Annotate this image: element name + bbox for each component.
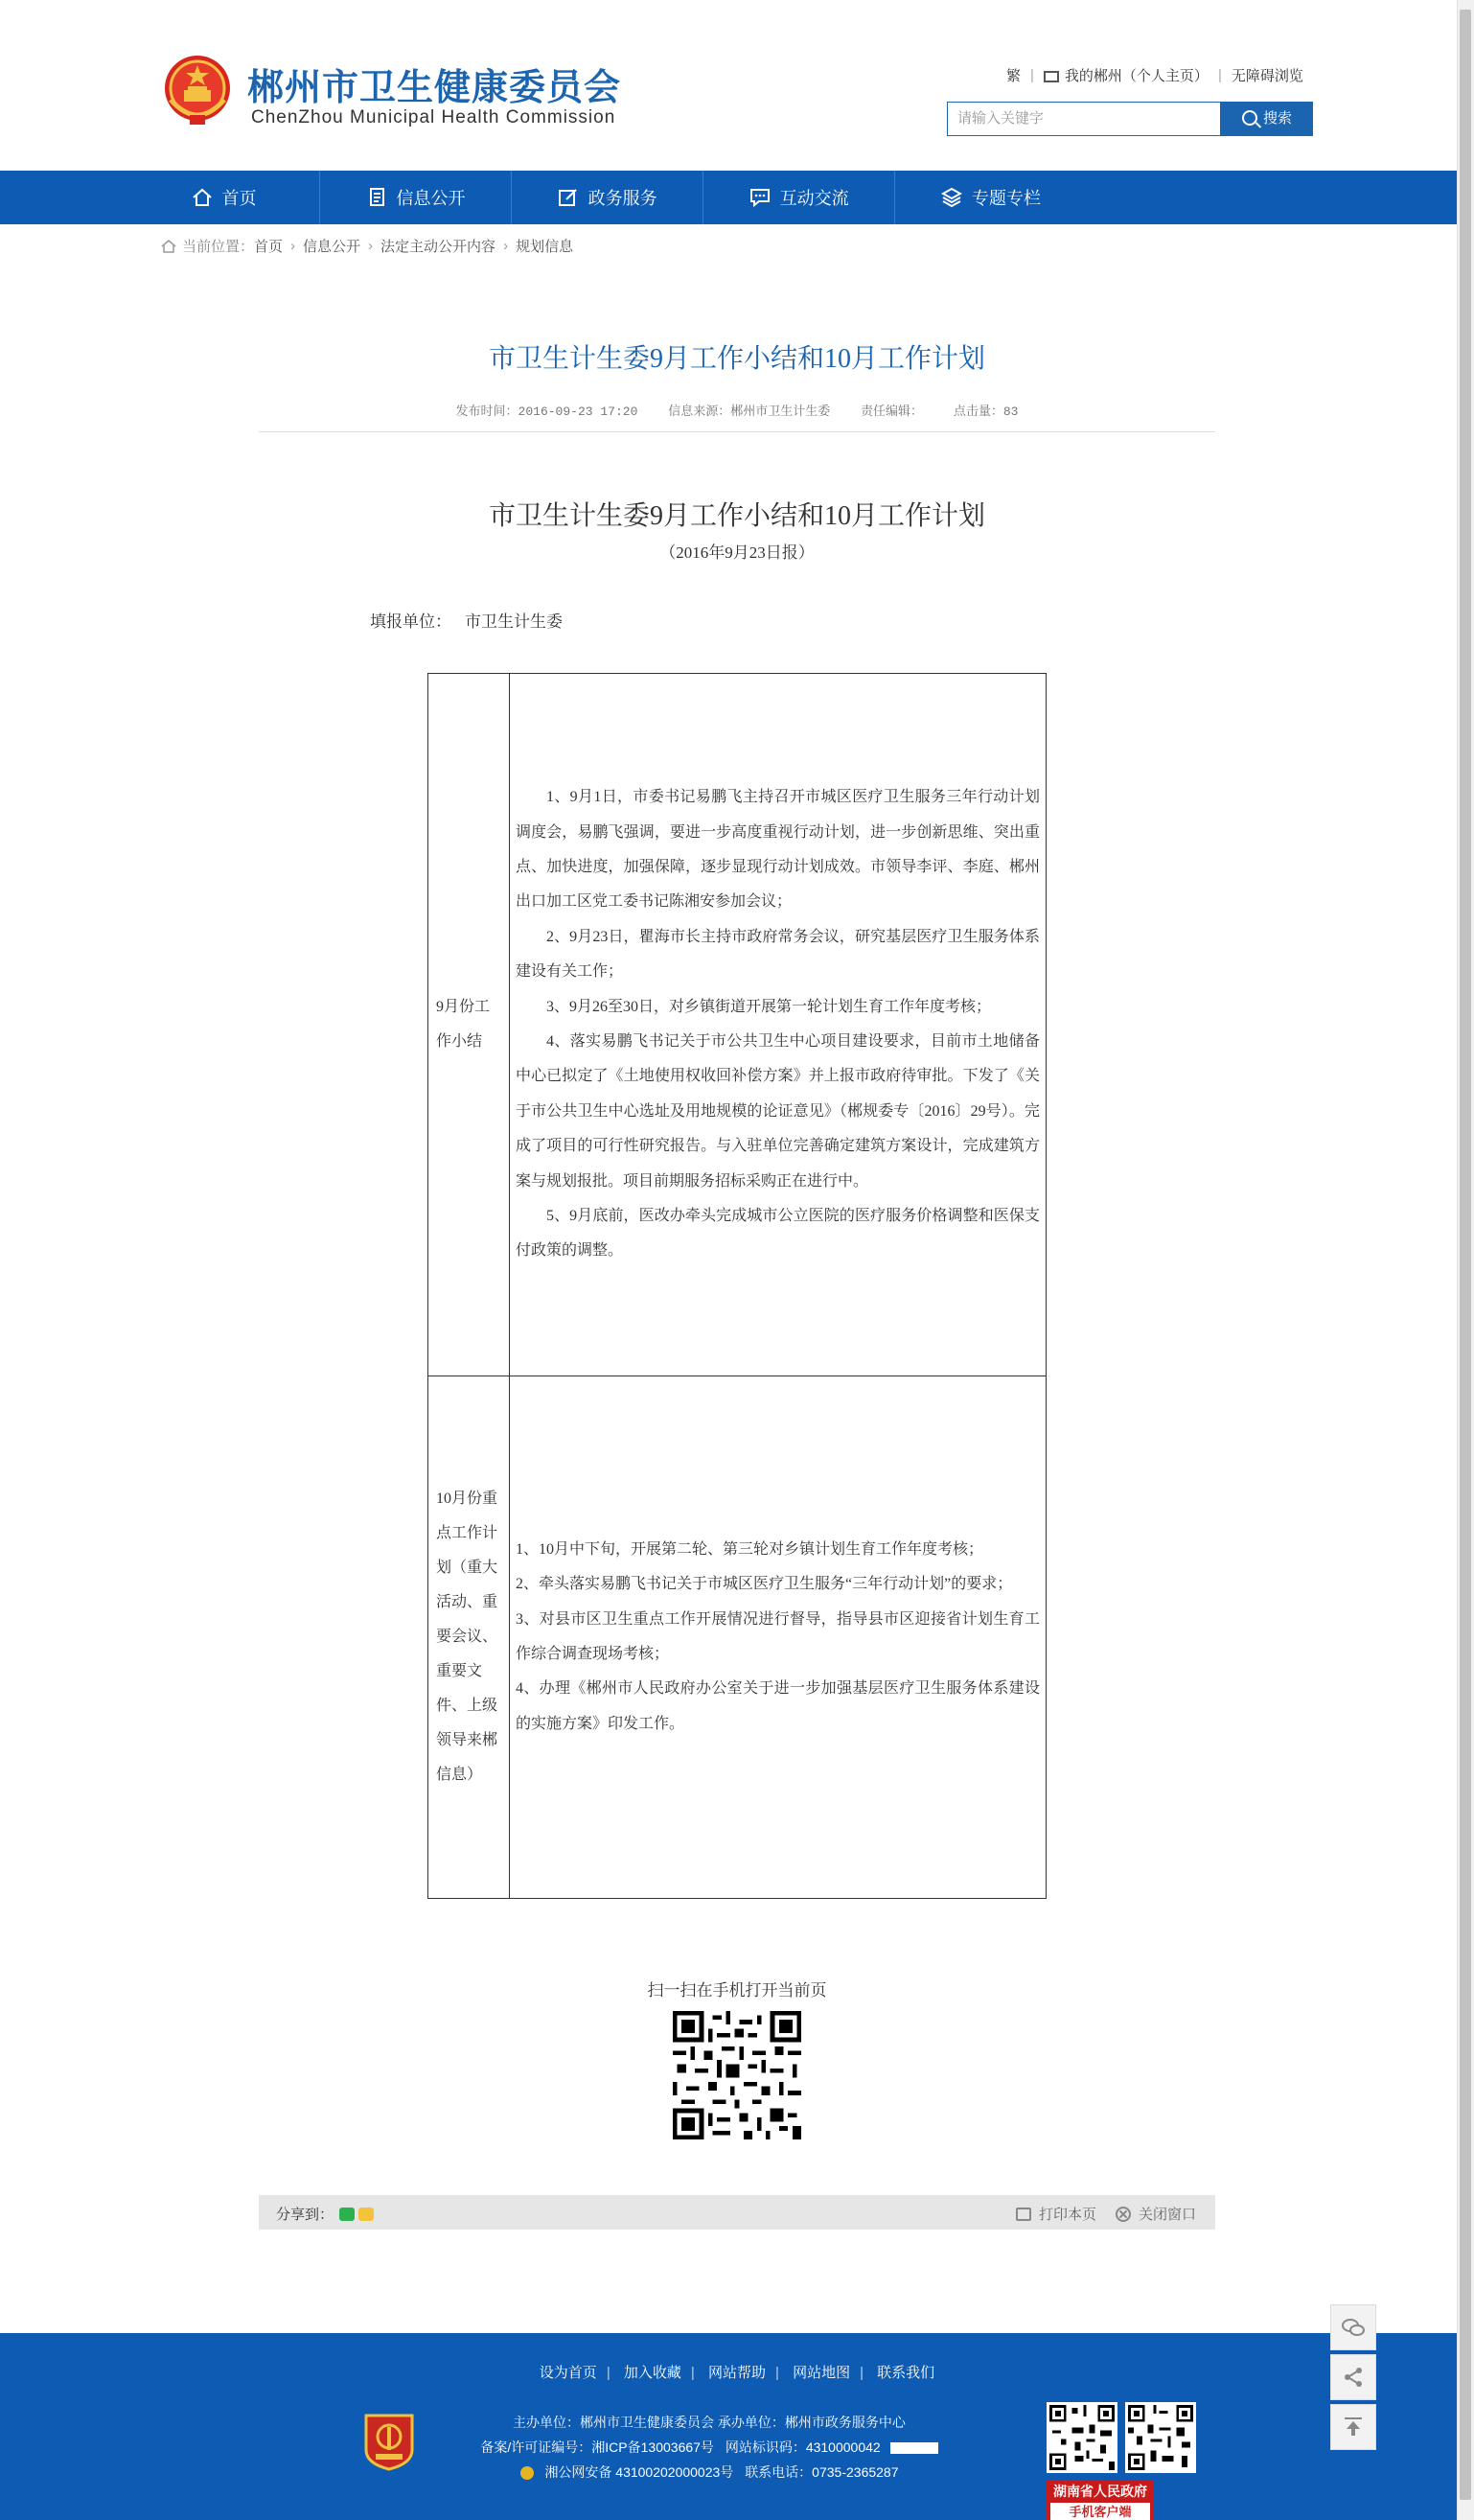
article-meta bbox=[259, 401, 1215, 419]
publish-time: 发布时间：2016-09-23 17:20 bbox=[455, 405, 638, 419]
main-nav bbox=[0, 171, 1457, 224]
arrow-up-icon bbox=[1342, 2416, 1365, 2439]
filler-value: 市卫生计生委 bbox=[465, 613, 563, 631]
filler-label: 填报单位： bbox=[370, 613, 451, 631]
breadcrumb-item-planning[interactable]: 规划信息 bbox=[516, 239, 574, 255]
work-plan-table bbox=[427, 673, 1047, 1899]
chat-icon bbox=[749, 187, 771, 208]
qzone-icon[interactable] bbox=[358, 2208, 374, 2221]
close-label: 关闭窗口 bbox=[1139, 2207, 1197, 2223]
qr-code-icon bbox=[673, 2011, 801, 2139]
footer-icp[interactable]: 备案/许可证编号：湘ICP备13003667号 bbox=[480, 2439, 714, 2455]
edit-icon bbox=[558, 187, 579, 208]
breadcrumb-item-home[interactable]: 首页 bbox=[254, 239, 284, 255]
filler-unit bbox=[370, 608, 563, 632]
footer-phone: 联系电话：0735-2365287 bbox=[745, 2464, 899, 2480]
share-group bbox=[276, 2204, 374, 2224]
search-button[interactable] bbox=[1221, 102, 1313, 136]
wechat-float-button[interactable] bbox=[1330, 2304, 1376, 2350]
document-title: 市卫生计生委9月工作小结和10月工作计划 bbox=[488, 501, 985, 531]
cnzz-badge-icon[interactable] bbox=[890, 2442, 938, 2454]
divider: | bbox=[1217, 67, 1222, 83]
nav-item-special-topics[interactable] bbox=[895, 171, 1087, 224]
row-label-october: 10月份重点工作计划（重大活动、重要会议、重要文件、上级领导来郴信息） bbox=[428, 1376, 510, 1899]
article-title: 市卫生计生委9月工作小结和10月工作计划 bbox=[488, 344, 985, 374]
hunan-gov-app-badge[interactable] bbox=[1047, 2481, 1154, 2520]
october-plan bbox=[510, 1376, 1047, 1899]
share-label: 分享到： bbox=[276, 2207, 334, 2223]
nav-item-gov-service[interactable] bbox=[512, 171, 703, 224]
share-icon bbox=[1342, 2366, 1365, 2389]
footer-link-help[interactable]: 网站帮助 bbox=[707, 2365, 766, 2381]
site-name-cn[interactable]: 郴州市卫生健康委员会 bbox=[247, 68, 622, 108]
nav-label: 信息公开 bbox=[396, 189, 466, 208]
share-bar bbox=[259, 2195, 1215, 2230]
chevron-right-icon: › bbox=[503, 238, 509, 254]
list-item: 1、10月中下旬，开展第二轮、第三轮对乡镇计划生育工作年度考核； bbox=[516, 1540, 984, 1558]
divider bbox=[259, 431, 1215, 432]
share-float-button[interactable] bbox=[1330, 2354, 1376, 2400]
list-item: 1、9月1日，市委书记易鹏飞主持召开市城区医疗卫生服务三年行动计划调度会，易鹏飞强调，要进一步高度重视行动计划，进一步创新思维、突出重点、加快进度，加强保障，逐步显现行动计划成效。市领导李评、李庭、郴州出口加工区党工委书记陈湘安参加会议； bbox=[516, 789, 1040, 911]
gov-badge-subtitle: 手机客户端 bbox=[1050, 2503, 1150, 2520]
gov-badge-title: 湖南省人民政府 bbox=[1053, 2484, 1147, 2499]
national-emblem-icon[interactable] bbox=[161, 52, 234, 130]
september-summary bbox=[510, 674, 1047, 1376]
search-icon bbox=[1242, 110, 1257, 126]
footer-info bbox=[460, 2410, 958, 2485]
divider: | bbox=[775, 2365, 779, 2381]
document-date: （2016年9月23日报） bbox=[659, 543, 815, 562]
nav-label: 专题专栏 bbox=[972, 189, 1042, 208]
search-input[interactable]: 请输入关键字 bbox=[947, 102, 1221, 136]
row-label-september: 9月份工作小结 bbox=[428, 674, 510, 1376]
divider: | bbox=[860, 2365, 864, 2381]
footer-links bbox=[0, 2362, 1474, 2382]
qr-code-icon bbox=[1047, 2402, 1117, 2473]
list-item: 3、对县市区卫生重点工作开展情况进行督导，指导县市区迎接省计划生育工作综合调查现场考核； bbox=[516, 1610, 1040, 1662]
chevron-right-icon: › bbox=[290, 238, 296, 254]
click-count: 点击量：83 bbox=[953, 405, 1019, 419]
top-links bbox=[1006, 65, 1303, 85]
close-icon bbox=[1116, 2207, 1131, 2222]
editor: 责任编辑： bbox=[861, 405, 924, 419]
qr-caption: 扫一扫在手机打开当前页 bbox=[647, 1981, 827, 2000]
nav-label: 首页 bbox=[221, 189, 257, 208]
nav-item-home[interactable] bbox=[128, 171, 320, 224]
nav-label: 互动交流 bbox=[779, 189, 849, 208]
breadcrumb-prefix: 当前位置： bbox=[182, 239, 255, 255]
document-icon bbox=[366, 187, 387, 208]
footer-link-contact[interactable]: 联系我们 bbox=[877, 2365, 935, 2381]
site-name-en: ChenZhou Municipal Health Commission bbox=[251, 107, 616, 127]
list-item: 4、办理《郴州市人民政府办公室关于进一步加强基层医疗卫生服务体系建设的实施方案》印发工作。 bbox=[516, 1680, 1040, 1732]
breadcrumb-item-legal[interactable]: 法定主动公开内容 bbox=[380, 239, 496, 255]
site-footer bbox=[0, 2333, 1457, 2520]
table-row bbox=[428, 674, 1047, 1376]
police-badge-icon bbox=[520, 2466, 534, 2480]
footer-organizer: 主办单位：郴州市卫生健康委员会 承办单位：郴州市政务服务中心 bbox=[513, 2415, 906, 2430]
divider: | bbox=[1030, 67, 1034, 83]
qr-code-icon bbox=[1125, 2402, 1196, 2473]
footer-link-set-home[interactable]: 设为首页 bbox=[539, 2365, 597, 2381]
monitor-icon bbox=[1044, 71, 1059, 82]
table-row bbox=[428, 1376, 1047, 1899]
search-button-label: 搜索 bbox=[1262, 110, 1292, 127]
nav-item-info-public[interactable] bbox=[320, 171, 512, 224]
nav-label: 政务服务 bbox=[587, 189, 657, 208]
wechat-icon bbox=[1342, 2316, 1365, 2339]
footer-site-id: 网站标识码：4310000042 bbox=[725, 2439, 881, 2455]
site-header bbox=[0, 0, 1457, 171]
party-gov-badge-icon[interactable] bbox=[362, 2412, 416, 2471]
footer-link-favorite[interactable]: 加入收藏 bbox=[623, 2365, 681, 2381]
back-to-top-button[interactable] bbox=[1330, 2404, 1376, 2450]
breadcrumb-item-info[interactable]: 信息公开 bbox=[303, 239, 361, 255]
traditional-chinese-link[interactable]: 繁 bbox=[1006, 68, 1022, 84]
divider: | bbox=[690, 2365, 695, 2381]
list-item: 4、落实易鹏飞书记关于市公共卫生中心项目建设要求，目前市土地储备中心已拟定了《土地使用权收回补偿方案》并上报市政府待审批。下发了《关于市公共卫生中心选址及用地规模的论证意见》（郴规委专〔2016〕29号）。完成了项目的可行性研究报告。与入驻单位完善确定建筑方案设计，完成建筑方案与规划报批。项目前期服务招标采购正在进行中。 bbox=[516, 1033, 1040, 1190]
list-item: 5、9月底前，医改办牵头完成城市公立医院的医疗服务价格调整和医保支付政策的调整。 bbox=[516, 1208, 1040, 1260]
info-source: 信息来源：郴州市卫生计生委 bbox=[668, 405, 831, 419]
home-icon bbox=[161, 240, 176, 253]
list-item: 3、9月26至30日，对乡镇街道开展第一轮计划生育工作年度考核； bbox=[546, 998, 992, 1015]
floating-toolbar bbox=[1330, 2304, 1376, 2454]
accessible-browse-link[interactable]: 无障碍浏览 bbox=[1231, 68, 1303, 84]
my-chenzhou-link[interactable]: 我的郴州（个人主页） bbox=[1064, 68, 1209, 84]
layers-icon bbox=[941, 187, 962, 208]
printer-icon bbox=[1016, 2208, 1031, 2221]
home-icon bbox=[192, 187, 213, 208]
print-button[interactable] bbox=[1016, 2204, 1096, 2224]
list-item: 2、牵头落实易鹏飞书记关于市城区医疗卫生服务“三年行动计划”的要求； bbox=[516, 1576, 1013, 1593]
nav-item-interaction[interactable] bbox=[703, 171, 895, 224]
breadcrumb bbox=[161, 236, 573, 256]
wechat-icon[interactable] bbox=[339, 2208, 355, 2221]
footer-link-sitemap[interactable]: 网站地图 bbox=[793, 2365, 851, 2381]
chevron-right-icon: › bbox=[368, 238, 374, 254]
list-item: 2、9月23日，瞿海市长主持市政府常务会议，研究基层医疗卫生服务体系建设有关工作； bbox=[516, 928, 1040, 981]
divider: | bbox=[606, 2365, 610, 2381]
print-label: 打印本页 bbox=[1039, 2207, 1097, 2223]
scrollbar-thumb[interactable] bbox=[1460, 10, 1471, 2500]
close-window-button[interactable] bbox=[1116, 2204, 1196, 2224]
footer-police-record[interactable]: 湘公网安备 43100202000023号 bbox=[544, 2464, 734, 2480]
